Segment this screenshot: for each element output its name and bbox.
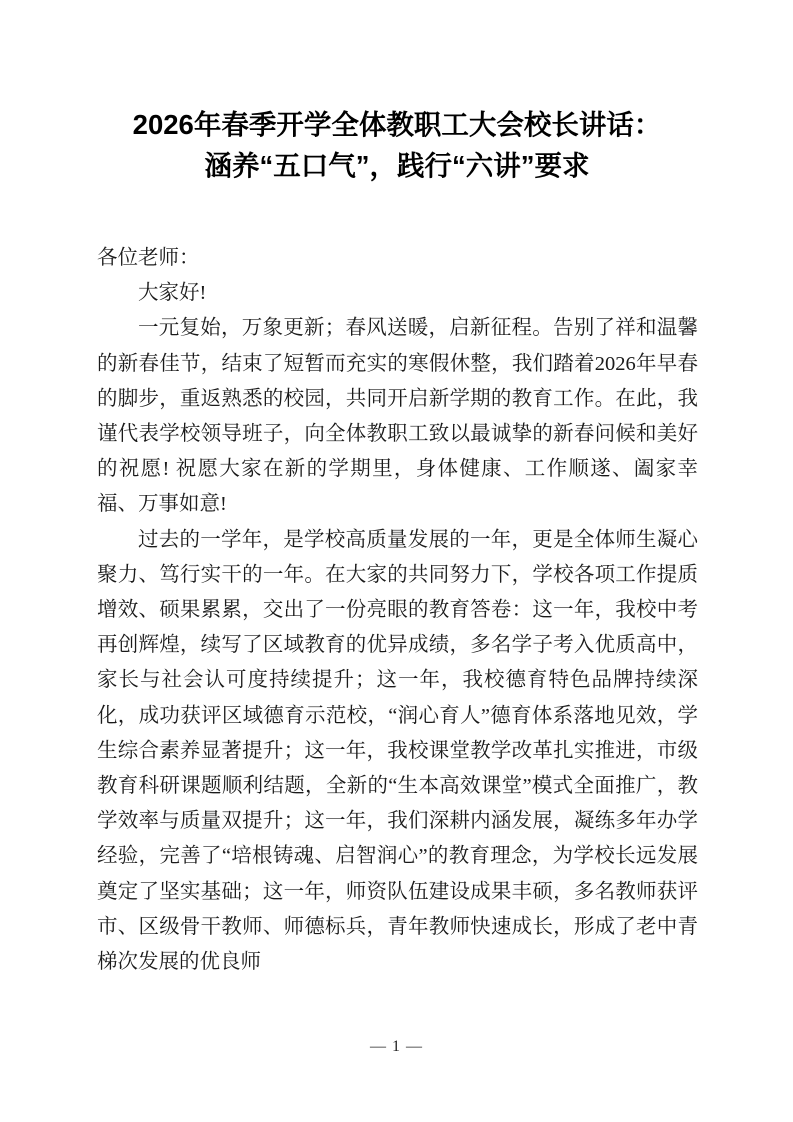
greeting: 大家好! — [138, 282, 207, 305]
page-number-footer: — 1 — — [370, 1038, 423, 1055]
body-paragraph-1: 一元复始，万象更新；春风送暖，启新征程。告别了祥和温馨的新春佳节，结束了短暂而充实的寒假休整，我们踏着2026年早春的脚步，重返熟悉的校园，共同开启新学期的教育工作。在此，我谨代表学校领导班子，向全体教职工致以最诚挚的新春问候和美好的祝愿! 祝愿大家在新的学期里，身体健康、工作顺遂、阖家幸福、万事如意! — [97, 317, 698, 516]
document-body — [97, 241, 698, 980]
body-paragraph-2: 过去的一学年，是学校高质量发展的一年，更是全体师生凝心聚力、笃行实干的一年。在大家的共同努力下，学校各项工作提质增效、硕果累累，交出了一份亮眼的教育答卷：这一年，我校中考再创辉煌，续写了区域教育的优异成绩，多名学子考入优质高中，家长与社会认可度持续提升；这一年，我校德育特色品牌持续深化，成功获评区域德育示范校，“润心育人”德育体系落地见效，学生综合素养显著提升；这一年，我校课堂教学改革扎实推进，市级教育科研课题顺利结题，全新的“生本高效课堂”模式全面推广，教学效率与质量双提升；这一年，我们深耕内涵发展，凝练多年办学经验，完善了“培根铸魂、启智润心”的教育理念，为学校长远发展奠定了坚实基础；这一年，师资队伍建设成果丰硕，多名教师获评市、区级骨干教师、师德标兵，青年教师快速成长，形成了老中青梯次发展的优良师 — [97, 528, 698, 974]
page-title-line-2: 涵养“五口气”，践行“六讲”要求 — [204, 150, 590, 181]
salutation: 各位老师： — [97, 247, 200, 269]
page-title-line-1: 2026年春季开学全体教职工大会校长讲话： — [132, 109, 662, 140]
page-title — [97, 104, 697, 186]
